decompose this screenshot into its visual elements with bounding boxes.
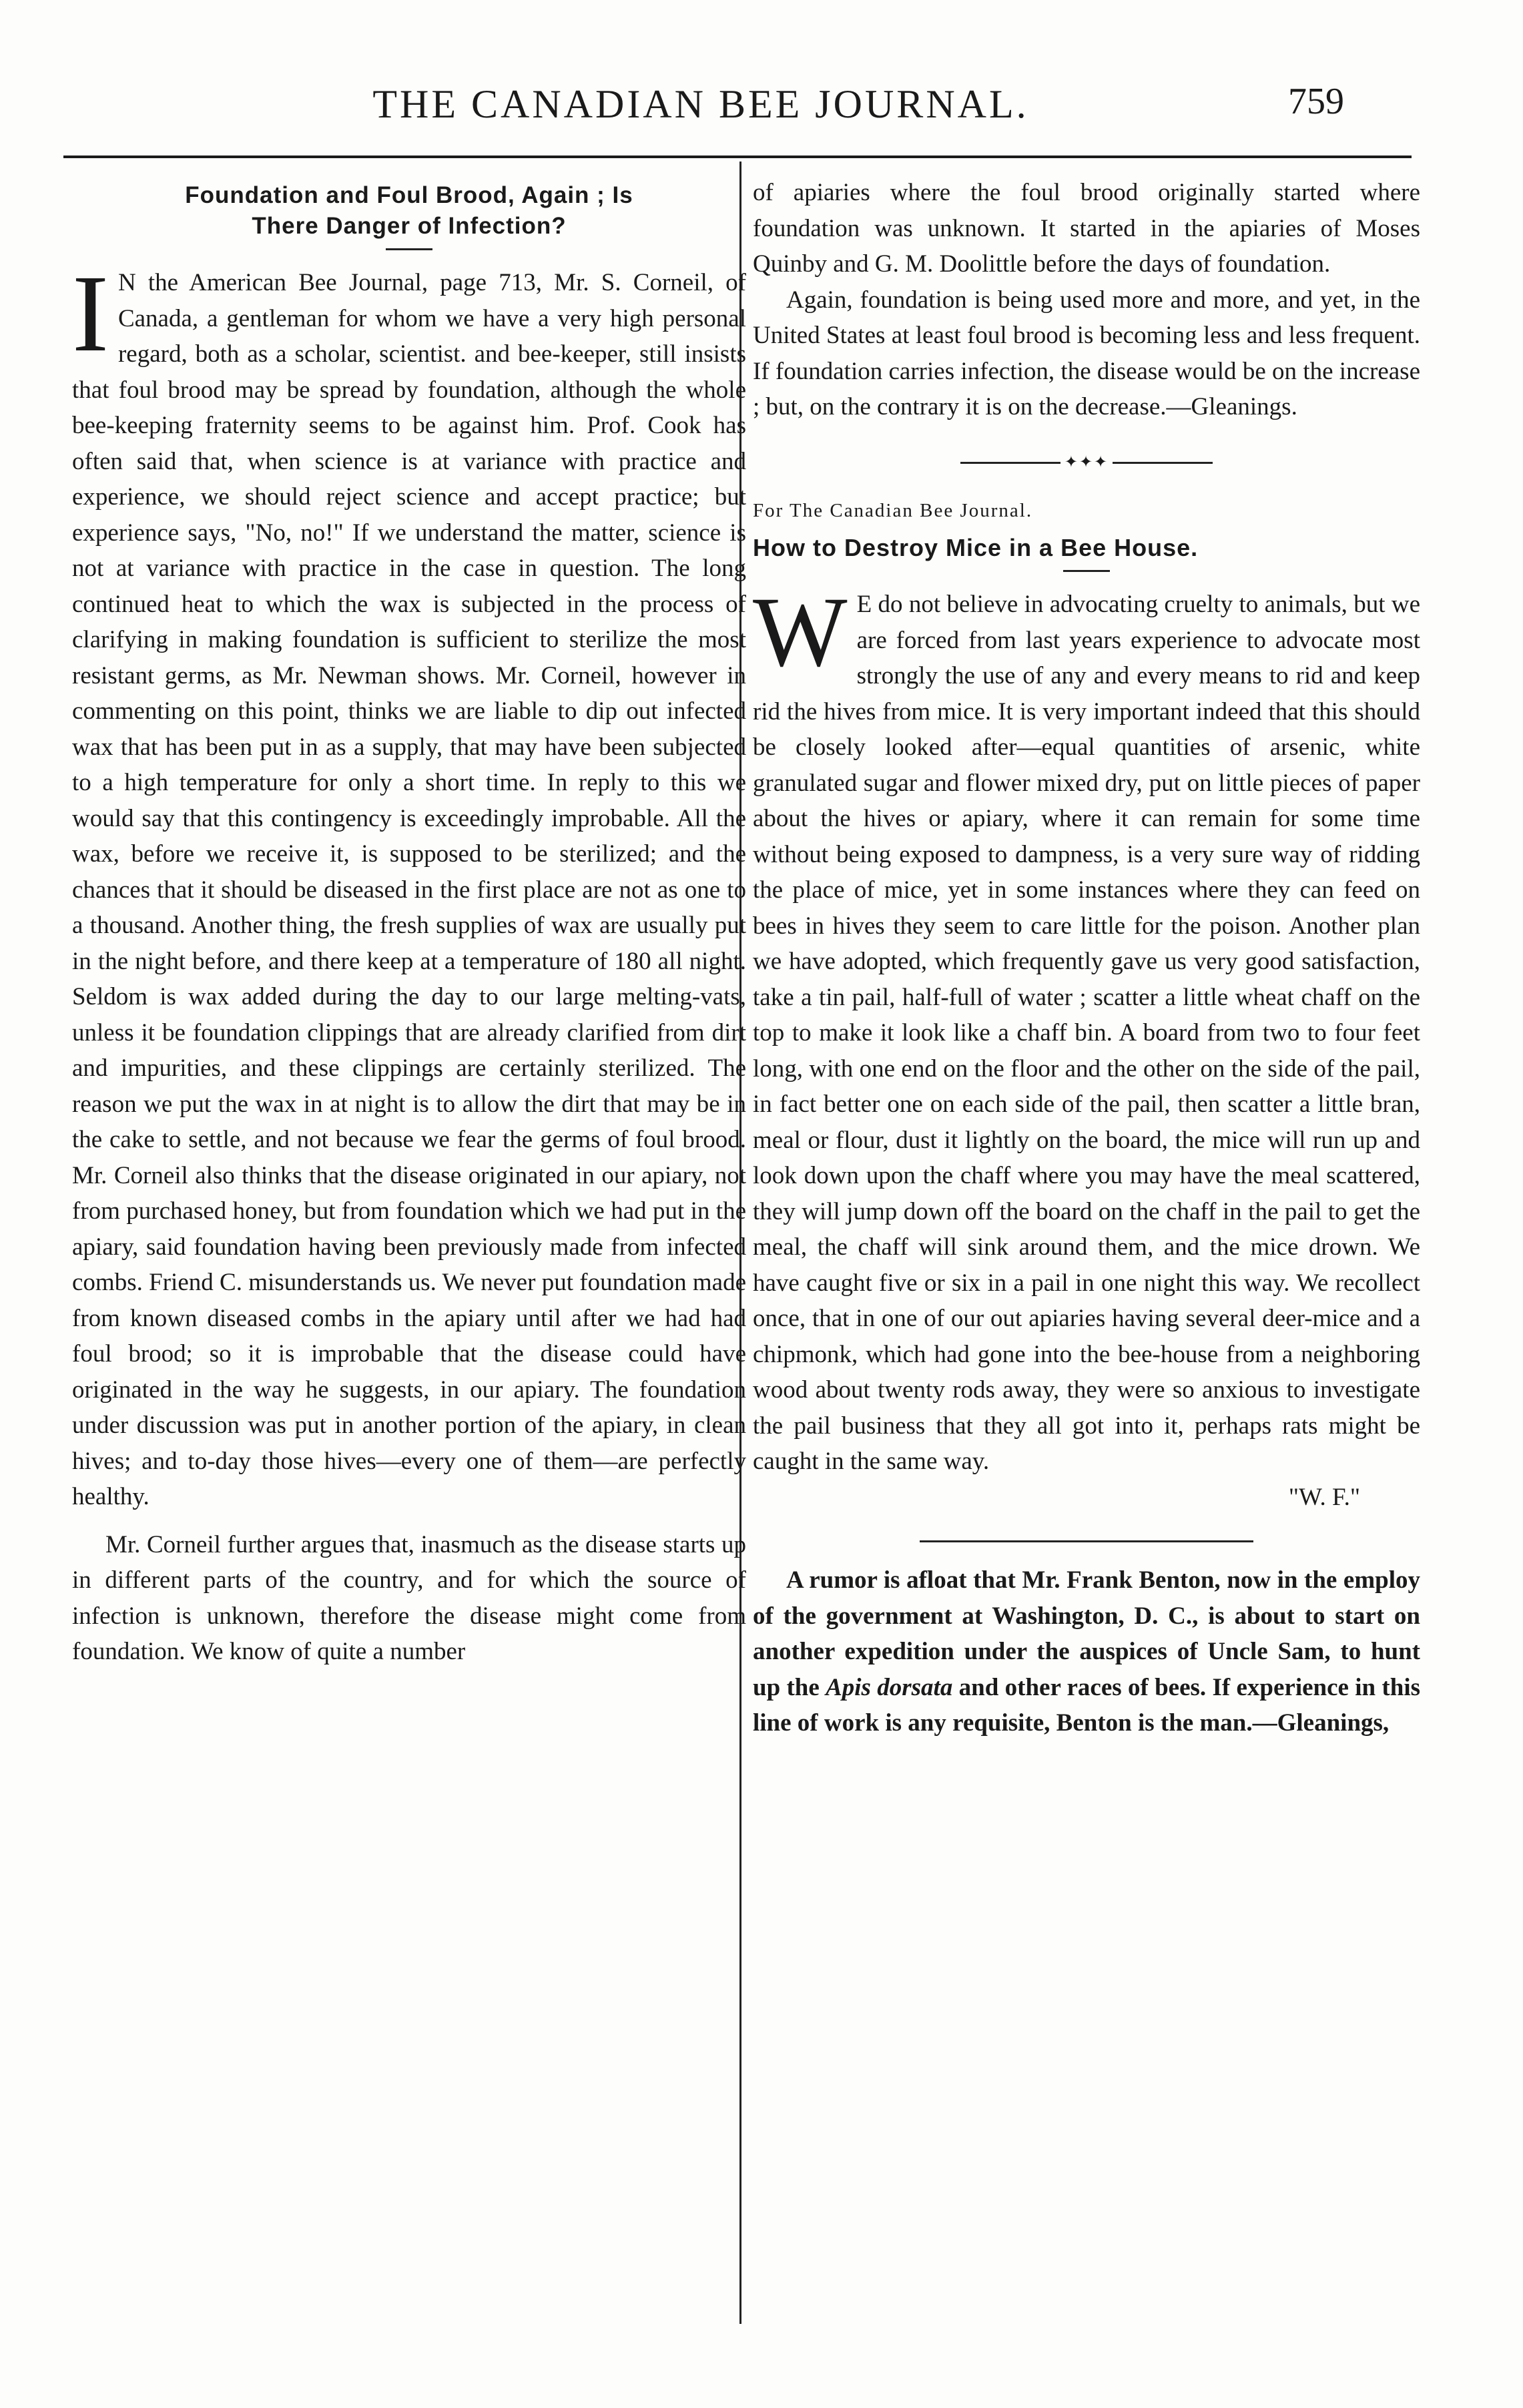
paragraph-text: Mr. Corneil further argues that, inasmuch as the disease starts up in different parts of the country, and for which the source of infection is unknown, therefore the disease might come from foundation. We know of quite a number bbox=[72, 1530, 746, 1665]
source-line: For The Canadian Bee Journal. bbox=[753, 499, 1033, 521]
article-paragraph bbox=[753, 577, 1420, 1480]
section-rule bbox=[920, 1540, 1253, 1542]
page-number: 759 bbox=[1288, 81, 1344, 122]
right-column bbox=[753, 175, 1420, 1741]
rumor-text-2: and other races of bees. If experience in this line of work is any requisite, Benton is the man.—Gleanings, bbox=[753, 1673, 1421, 1737]
article-paragraph bbox=[72, 252, 746, 1515]
drop-cap: I bbox=[72, 252, 109, 374]
headline-line-1: Foundation and Foul Brood, Again ; Is bbox=[185, 182, 633, 208]
section-ornament bbox=[753, 445, 1420, 481]
paragraph-text: E do not believe in advocating cruelty to animals, but we are forced from last years experience to advocate most strongly the use of any and every means to rid and keep rid the hives from mice. It is very important indeed that this should be closely looked after—equal quantities of arsenic, white granulated sugar and flower mixed dry, put on little pieces of paper about the hives or apiary, where it can remain for some time without being exposed to dampness, is a very sure way of ridding the place of mice, yet in some instances where they can feed on bees in hives they seem to care little for the poison. Another plan we have adopted, which frequently gave us very good satisfaction, take a tin pail, half-full of water ; scatter a little wheat chaff on the top to make it look like a chaff bin. A board from two to four feet long, with one end on the floor and the other on the side of the pail, in fact better one on each side of the pail, then scatter a little bran, meal or flour, dust it lightly on the board, the mice will run up and look down upon the chaff where you may have the meal scattered, they will jump down off the board on the chaff in the pail to get the meal, the chaff will sink around them, and the mice drown. We have caught five or six in a pail in one night this way. We recollect once, that in one of our out apiaries having several deer-mice and a chipmonk, which had gone into the bee-house from a neighboring wood about twenty rods away, they were so anxious to investigate the pail business that they all got into it, perhaps rats might be caught in the same way. bbox=[753, 591, 1420, 1476]
article-headline-mice: How to Destroy Mice in a Bee House. bbox=[753, 534, 1199, 562]
drop-cap: W bbox=[753, 577, 848, 688]
headline-line-2: There Danger of Infection? bbox=[252, 213, 567, 239]
journal-title: THE CANADIAN BEE JOURNAL. bbox=[372, 82, 1029, 126]
paragraph-text: of apiaries where the foul brood originally started where foundation was unknown. It started in the apiaries of Moses Quinby and G. M. Doolittle before the days of foundation. bbox=[753, 179, 1420, 278]
article-headline-foundation bbox=[72, 180, 746, 242]
article-paragraph bbox=[753, 282, 1420, 425]
species-name: Apis dorsata bbox=[826, 1673, 953, 1701]
rumor-paragraph bbox=[753, 1562, 1420, 1741]
rumor-text-1: A rumor is afloat that Mr. Frank Benton, now in the employ of the government at Washington, D. C., is about to start on another expedition under the auspices of Uncle Sam, to hunt up the bbox=[753, 1566, 1420, 1701]
paragraph-text: N the American Bee Journal, page 713, Mr. S. Corneil, of Canada, a gentleman for whom we have a very high personal regard, both as a scholar, scientist. and bee-keeper, still insists that foul brood may be spread by foundation, although the whole bee-keeping fraternity seems to be against him. Prof. Cook has often said that, when science is at variance with practice and experience, we should reject science and accept practice; but experience says, "No, no!" If we understand the matter, science is not at variance with practice in the case in question. The long continued heat to which the wax is subjected in the process of clarifying in making foundation is sufficient to sterilize the most resistant germs, as Mr. Newman shows. Mr. Corneil, however in commenting on this point, thinks we are liable to dip out infected wax that has been put in as a supply, that may have been subjected to a high temperature for only a short time. In reply to this we would say that this contingency is exceedingly improbable. All the wax, before we receive it, is supposed to be sterilized; and the chances that it should be diseased in the first place are not as one to a thousand. Another thing, the fresh supplies of wax are usually put in the night before, and there keep at a temperature of 180 all night. Seldom is wax added during the day to our large melting-vats, unless it be foundation clippings that are already clarified from dirt and impurities, and these clippings are certainly sterilized. The reason we put the wax in at night is to allow the dirt that may be in the cake to settle, and not because we fear the germs of foul brood. Mr. Corneil also thinks that the disease originated in our apiary, not from purchased honey, but from foundation which we had put in the apiary, said foundation having been previously made from infected combs. Friend C. misunderstands us. We never put foundation made from known diseased combs in the apiary until after we had had foul brood; so it is improbable that the disease could have originated in the way he suggests, in our apiary. The foundation under discussion was put in another portion of the apiary, in clean hives; and to-day those hives—every one of them—are perfectly healthy. bbox=[72, 269, 746, 1510]
headline-rule bbox=[386, 248, 432, 250]
signature: "W. F." bbox=[1288, 1483, 1360, 1511]
left-column bbox=[72, 175, 746, 1670]
paragraph-text: Again, foundation is being used more and more, and yet, in the United States at least foul brood is becoming less and less frequent. If foundation carries infection, the disease would be on the increase ; but, on the contrary it is on the decrease.—Gleanings. bbox=[753, 286, 1420, 420]
article-paragraph bbox=[72, 1527, 746, 1670]
header-rule bbox=[63, 156, 1412, 158]
article-paragraph bbox=[753, 175, 1420, 282]
ornament-icon: ✦✦✦ bbox=[1064, 454, 1109, 472]
headline-rule bbox=[1063, 570, 1110, 572]
